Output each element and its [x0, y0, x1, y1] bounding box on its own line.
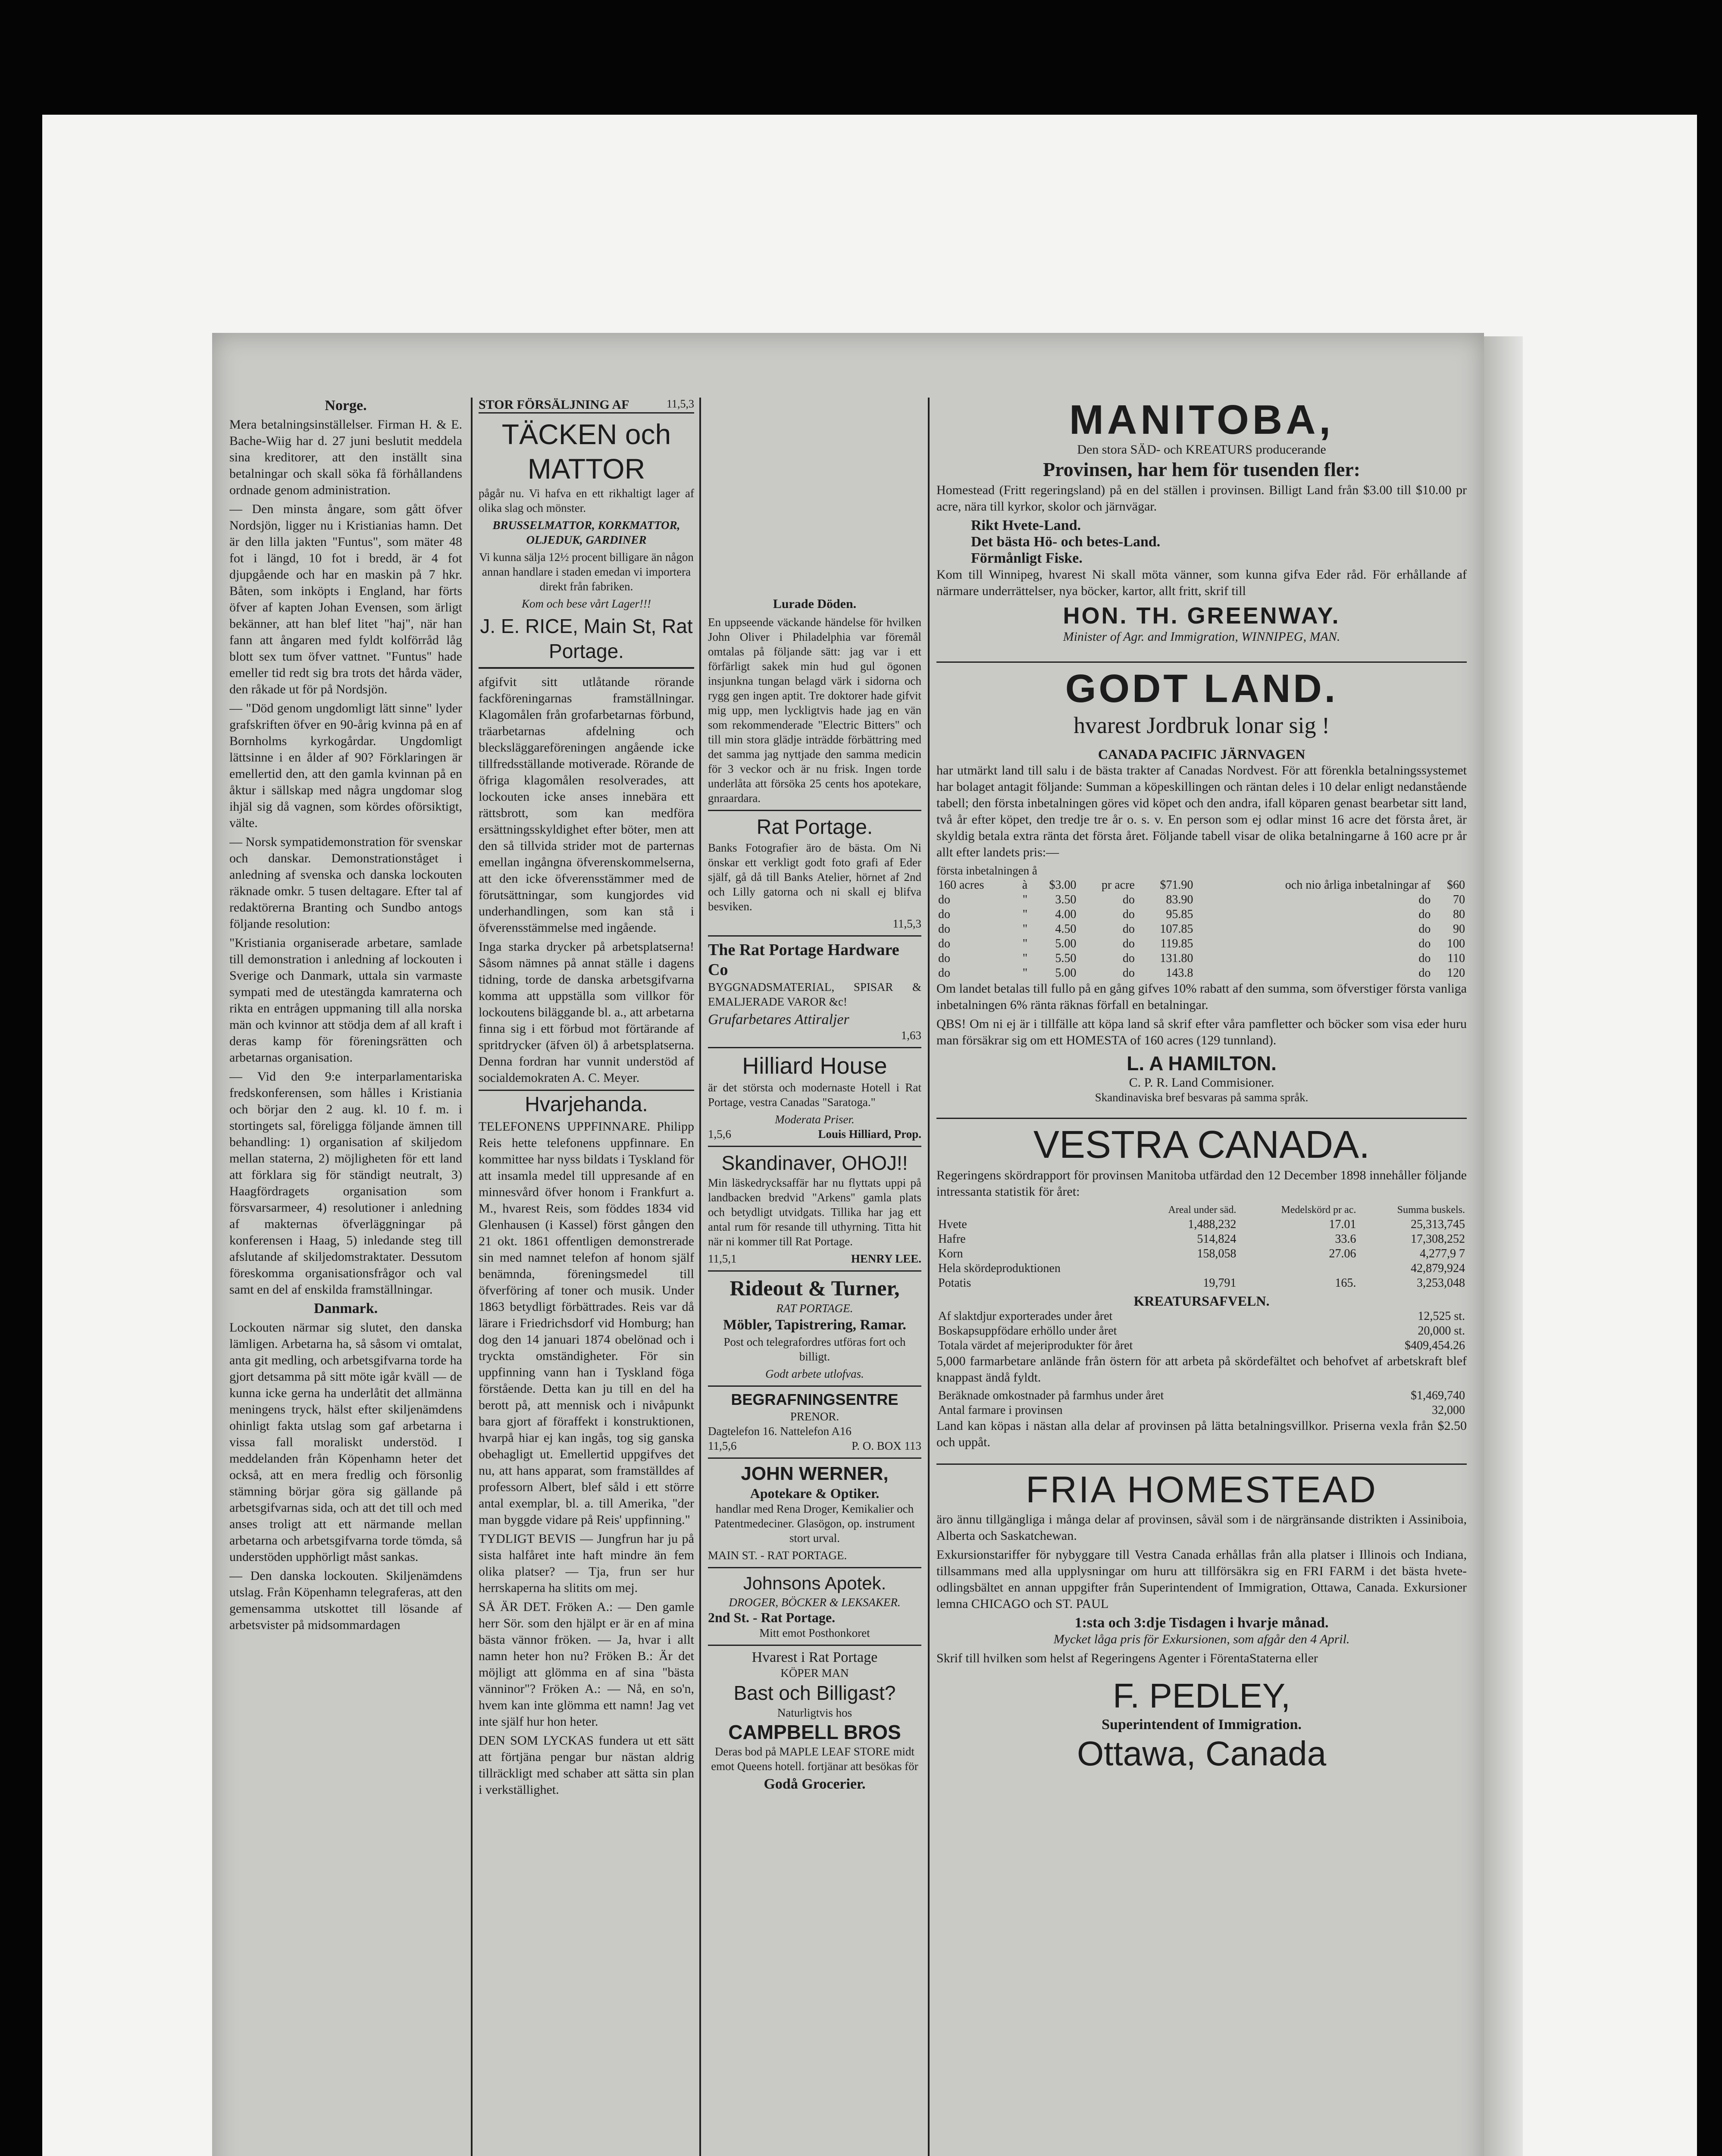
- ad-text: BYGGNADSMATERIAL, SPISAR & EMALJERADE VAROR &c!: [708, 981, 921, 1008]
- table-cell: 143.8: [1166, 966, 1193, 980]
- table-cell: Boskapsuppfödare erhöllo under året: [938, 1324, 1117, 1338]
- ad-code: 11,5,1: [708, 1252, 737, 1265]
- table-cell: ": [1022, 952, 1028, 965]
- article-text: — "Död genom ungdomligt lätt sinne" lyder grafskriften öfver en 90-årig kvinna på en af Bornholms kyrkogårdar. Ungdomligt lättsinne i en ålder af 90? Förklaringen är emellertid den, att den gamla kvinnan på en åktur i sällskap med några ungdomar slog ihjäl sig då vagnen, som kördes oförsiktigt, välte.: [229, 701, 462, 830]
- table-cell: Antal farmare i provinsen: [938, 1404, 1063, 1417]
- rice-name: J. E. RICE, Main St, Rat Portage.: [479, 614, 694, 669]
- stor-label: STOR FÖRSÄLJNING AF: [479, 398, 629, 412]
- vestra-canada-title: VESTRA CANADA.: [1033, 1123, 1370, 1166]
- table-cell: 5.00: [1055, 966, 1077, 980]
- table-cell: [1238, 1261, 1358, 1276]
- ad-items: Möbler, Tapistrering, Ramar.: [723, 1317, 906, 1333]
- godt-land-subtitle: hvarest Jordbruk lonar sig !: [1074, 712, 1330, 738]
- article-text: DEN SOM LYCKAS fundera ut ett sätt att förtjäna pengar bur nästan aldrig tillräckligt med schaber att sätta sin plan i verkställighet.: [479, 1733, 694, 1797]
- column-land-ads: [936, 398, 1467, 2156]
- column-rule: [471, 398, 473, 2156]
- table-cell: 12,525 st.: [1418, 1310, 1465, 1323]
- column-local-ads: [708, 398, 921, 2156]
- table-cell: 95.85: [1166, 908, 1193, 921]
- table-cell: 80: [1453, 908, 1465, 921]
- werner-title: JOHN WERNER,: [741, 1463, 889, 1484]
- ad-subtitle: PRENOR.: [790, 1410, 839, 1423]
- greenway-title: Minister of Agr. and Immigration, WINNIPEG, MAN.: [1063, 630, 1340, 644]
- skandinaver-title: Skandinaver, OHOJ!!: [721, 1152, 908, 1174]
- ad-text: har utmärkt land till salu i de bästa trakter af Canadas Nordvest. För att förenkla betalningssystemet har bolaget antagit följande: Summan a köpeskillingen och räntan deles i 10 delar enligt nedanstående tabell; den första inbetalningen göres vid köpet och den andra, ifall köparen genast bearbetar sitt land, två år efter köpet, den tredje tre år o. s. v. En person som ej odlar minst 16 acre det första året, är skyldig betala extra ränta det första året. Följande tabell visar de olika betalningarne å 160 acre pr år allt efter landets pris:—: [936, 763, 1467, 859]
- table-row: [936, 951, 1467, 966]
- table-cell: $60: [1447, 878, 1465, 892]
- ad-list: BRUSSELMATTOR, KORKMATTOR, OLJEDUK, GARDINER: [492, 519, 680, 546]
- ad-text: Naturligtvis hos: [777, 1706, 852, 1719]
- table-cell: Korn: [938, 1247, 963, 1260]
- ad-text: pågår nu. Vi hafva en ett rikhaltigt lager af olika slag och mönster.: [479, 487, 694, 514]
- ad-tagline: Kom och bese vårt Lager!!!: [522, 597, 651, 610]
- pedley-title: Superintendent of Immigration.: [1102, 1717, 1302, 1733]
- table-row: [936, 966, 1467, 981]
- paper-edge-shadow: [1484, 336, 1523, 2156]
- godt-land-title: GODT LAND.: [1065, 667, 1338, 711]
- campbell-question: Bast och Billigast?: [733, 1682, 896, 1704]
- table-cell: 4,277,9 7: [1420, 1247, 1465, 1260]
- table-column-header: Medelskörd pr ac.: [1281, 1204, 1356, 1216]
- article-text: "Kristiania organiserade arbetare, samlade till demonstration i anledning af lockouten i Sverige och Danmark, uttala sin varmaste sympati med de utestängda kamraterna och rikta en entrågen uppmaning till alla norska män och kvinnor att stödja dem af all kraft i deras kamp för föreningsrätten och arbetarnas organisation.: [229, 936, 462, 1065]
- ad-tagline: Grufarbetares Attiraljer: [708, 1012, 849, 1028]
- table-cell: Hvete: [938, 1218, 967, 1231]
- table-cell: ": [1022, 908, 1028, 921]
- table-cell: Beräknade omkostnader på farmhus under året: [938, 1389, 1164, 1402]
- ad-address: 2nd St. - Rat Portage.: [708, 1610, 836, 1625]
- table-row: [936, 907, 1467, 922]
- table-cell: $71.90: [1160, 878, 1193, 892]
- table-cell: 42,879,924: [1411, 1262, 1465, 1275]
- table-cell: 19,791: [1203, 1276, 1237, 1290]
- table-cell: 32,000: [1432, 1404, 1465, 1417]
- table-cell: Totala värdet af mejeriprodukter för året: [938, 1339, 1133, 1352]
- greenway-signature: HON. TH. GREENWAY.: [1063, 603, 1340, 629]
- excursion-dates: 1:sta och 3:dje Tisdagen i hvarje månad.: [1074, 1615, 1329, 1631]
- table-cell: 4.00: [1055, 908, 1077, 921]
- begraf-title: BEGRAFNINGSENTRE: [731, 1391, 899, 1408]
- ad-text: QBS! Om ni ej är i tillfälle att köpa land så skrif efter våra pamfletter och böcker som visa eder huru man försäkrar sig om ett HOMESTA of 160 acres (129 tunnland).: [936, 1017, 1467, 1047]
- table-cell: do: [938, 893, 950, 906]
- ad-text: Post och telegrafordres utföras fort och billigt.: [723, 1335, 906, 1363]
- heading-lurade: Lurade Döden.: [773, 597, 857, 611]
- table-row: [936, 1261, 1467, 1276]
- manitoba-title: MANITOBA,: [1069, 398, 1334, 443]
- cpr-table-head: första inbetalningen å: [936, 864, 1037, 877]
- table-cell: 3.50: [1055, 893, 1077, 906]
- table-cell: à: [1022, 878, 1028, 892]
- table-cell: do: [938, 966, 950, 980]
- article-text: Mera betalningsinställelser. Firman H. & E. Bache-Wiig har d. 27 juni beslutit meddela sina kreditorer, att den inställt sina betalningar och skall söka få förhållandens ordnade genom administration.: [229, 417, 462, 497]
- ad-text: Banks Fotografier äro de bästa. Om Ni önskar ett verkligt godt foto grafi af Eder själf, gå då till Banks Atelier, hörnet af 2nd och Lilly gatorna och ni skall ej blifva besviken.: [708, 841, 921, 913]
- ad-code: 11,5,3: [666, 398, 694, 410]
- ad-text: En uppseende väckande händelse för hvilken John Oliver i Philadelphia var föremål omtalas på följande sätt: jag var i ett förfärligt sakek min hud gul ögonen insjunkna tungan belagd värk i sidorna och rygg gen ingen aptit. Tre doktorer hade gifvit mig upp, men lyckligtvis hade jag en vän som rekommenderade "Electric Bitters" och till min stora glädje inträdde förbättring med det samma jag nyttjade den samma medicin för 3 veckor och är nu frisk. Ingen torde underlåta att försöka 25 cents hos apotekare, gnraardara.: [708, 616, 921, 805]
- ad-text: Deras bod på MAPLE LEAF STORE midt emot Queens hotell. fortjänar att besökas för: [711, 1745, 918, 1773]
- table-cell: 107.85: [1160, 922, 1193, 936]
- table-cell: 120: [1447, 966, 1465, 980]
- table-cell: 5.00: [1055, 937, 1077, 950]
- ad-subtitle: Apotekare & Optiker.: [750, 1485, 880, 1501]
- table-cell: 3,253,048: [1417, 1276, 1465, 1290]
- ad-code: 11,5,3: [892, 917, 921, 930]
- article-text: — Norsk sympatidemonstration för svenskar och danskar. Demonstrationståget i anledning af svenska och danska lockouten räknade omkr. 5 tusen deltagare. Efter tal af redaktörerna Branting och Sundbo antogs följande resolution:: [229, 835, 462, 931]
- table-cell: do: [1122, 952, 1135, 965]
- table-cell: 160 acres: [938, 878, 984, 892]
- ad-text: 5,000 farmarbetare anlände från östern för att arbeta på skördefältet och behofvet af arbetskraft blef knappast ändå fyldt.: [936, 1354, 1467, 1385]
- table-cell: do: [1122, 908, 1135, 921]
- column-rule: [699, 398, 701, 2156]
- table-row: [936, 1217, 1467, 1232]
- table-row: [936, 1309, 1467, 1324]
- table-cell: $3.00: [1049, 878, 1077, 892]
- article-text: Lockouten närmar sig slutet, den danska lämligen. Arbetarna ha, så såsom vi omtalat, anta git medling, och arbetsgifvarna torde ha gjort detsamma på sitt möte igår kväll — de kunna icke gerna ha underlåtit det allmänna meningens tryck, hälst efter skiljenämdens ohinligt fakta utslag som gaf arbetarna i vissa fall moraliskt understöd. I meddelanden från Köpenhamn heter det också, att en mera fredlig och försonlig stämning börjar göra sig gällande på arbetsgifvarnas sida, och att det till och med anses troligt att ett närmande mellan arbetarna och arbetsgifvarna torde tömda, så understöden upphörligt måst sankas.: [229, 1320, 462, 1564]
- table-row: [936, 878, 1467, 893]
- pedley-city: Ottawa, Canada: [1077, 1734, 1327, 1773]
- table-cell: ": [1022, 966, 1028, 980]
- table-cell: 1,488,232: [1188, 1218, 1237, 1231]
- table-cell: do: [1122, 937, 1135, 950]
- table-cell: [1129, 1261, 1238, 1276]
- ad-text: Om landet betalas till fullo på en gång gifves 10% rabatt af den summa, som öfverstiger första vanliga inbetalningen 6% ränta räknas förfall en betalningar.: [936, 981, 1467, 1012]
- table-cell: do: [1418, 922, 1431, 936]
- fria-homestead-title: FRIA HOMESTEAD: [1026, 1469, 1378, 1510]
- ad-tagline: Moderata Priser.: [775, 1113, 855, 1126]
- table-cell: 514,824: [1197, 1232, 1237, 1246]
- table-cell: 17.01: [1329, 1218, 1356, 1231]
- table-column-header: Summa buskels.: [1397, 1204, 1465, 1216]
- table-cell: 165.: [1335, 1276, 1356, 1290]
- table-column-header: Areal under säd.: [1168, 1204, 1237, 1216]
- article-text: TELEFONENS UPPFINNARE. Philipp Reis hette telefonens uppfinnare. En kommittee har nyss bildats i Tyskland för att insamla medel till uppresande af en minnesvård öfver honom i Frankfurt a. M., hvarest Reis, som föddes 1834 vid Glenhausen (i Kassel) först gången den 21 okt. 1861 offentligen demonstrerade sin med namnet telefon af honom själf benämnda, föreningsmedel till öfverföring af toner och musik. Under 1863 betydligt förbättrades. Reis var då lärare i Friedrichsdorf vid Homburg; han dog den 14 januari 1874 obelönad och i tryckta omständigheter. För sin uppfinning vann han i Tyskland föga förstående. Detta kan ju till en del ha berott på, att mennisk och i nivåpunkt bara gjort af föraffekt i konstruktionen, hvarpå hiar ej kan ingås, tog sig ganska obehagligt ut. Emellertid uppgifves det nu, att hans apparat, som framställdes af professorn Albert, blef såld i ett större antal exemplar, bl. a. till Amerika, "der man byggde vidare på Reis' uppfinning.": [479, 1119, 694, 1527]
- article-text: — Vid den 9:e interparlamentariska fredskonferensen, som hålles i Kristiania och börjar den 2 aug. kl. 10 f. m. i stortingets sal, föreligga följande ämnen till behandling: 1) organisation af skiljedom mellan staterna, 2) möjligheten för ett land att förklara sig för ständigt neutralt, 3) Haagfördragets organisation som försvarsarmeer, 4) resolutioner i anledning af makternas öfverläggningar på konferensen i Haag, 5) inledande steg till afslutande af skiljedomstraktater. Dessutom föreskomma organisationsfrågor och val samt en del af enskilda framställningar.: [229, 1069, 462, 1297]
- rat-portage-heading: Rat Portage.: [756, 816, 873, 839]
- table-cell: 33.6: [1335, 1232, 1356, 1246]
- harvest-table: [936, 1203, 1467, 1291]
- table-cell: pr acre: [1101, 878, 1135, 892]
- column-norge: [229, 398, 462, 2156]
- table-cell: 5.50: [1055, 952, 1077, 965]
- table-cell: 25,313,745: [1411, 1218, 1465, 1231]
- table-cell: $409,454.26: [1405, 1339, 1465, 1352]
- table-cell: och nio årliga inbetalningar af: [1285, 878, 1431, 892]
- ad-note: Mitt emot Posthonkoret: [759, 1626, 870, 1639]
- table-cell: 27.06: [1329, 1247, 1356, 1260]
- table-cell: Hela skördeproduktionen: [938, 1262, 1061, 1275]
- heading-hvarjehanda: Hvarjehanda.: [479, 1090, 694, 1119]
- hilliard-title: Hilliard House: [742, 1053, 887, 1079]
- ad-text: Hvarest i Rat Portage: [751, 1649, 878, 1665]
- cpr-payment-table: [936, 878, 1467, 981]
- ad-text: Mycket låga pris för Exkursionen, som afgår den 4 April.: [1053, 1632, 1350, 1646]
- ad-text: handlar med Rena Droger, Kemikalier och Patentmedeciner. Glasögon, op. instrument stort urval.: [714, 1502, 915, 1545]
- table-cell: do: [1122, 893, 1135, 906]
- ad-text: KÖPER MAN: [780, 1667, 849, 1680]
- ad-text: Min läskedrycksaffär har nu flyttats uppi på landbacken bredvid "Arkens" gamla plats och betydligt utvidgats. Tillika har jag ett antal rum för resande till uthyrning. Titta hit när ni kommer till Rat Portage.: [708, 1176, 921, 1248]
- table-cell: do: [1418, 966, 1431, 980]
- ad-text: P. O. BOX 113: [852, 1439, 921, 1452]
- ad-text: DROGER, BÖCKER & LEKSAKER.: [729, 1596, 901, 1609]
- table-cell: do: [938, 908, 950, 921]
- ad-text: äro ännu tillgängliga i många delar af provinsen, såväl som i de närgränsande distrikten i Assiniboia, Alberta och Saskatchewan.: [936, 1512, 1467, 1543]
- table-cell: Af slaktdjur exporterades under året: [938, 1310, 1113, 1323]
- ad-text: är det största och modernaste Hotell i Rat Portage, vestra Canadas "Saratoga.": [708, 1081, 921, 1109]
- ad-text: Regeringens skördrapport för provinsen Manitoba utfärdad den 12 December 1898 innehåller följande intressanta statistik för året:: [936, 1168, 1467, 1199]
- tacken-title: TÄCKEN och MATTOR: [501, 418, 671, 485]
- article-text: SÅ ÄR DET. Fröken A.: — Den gamle herr Sör. som den hjälpt er är en af mina bästa vännor fröken. — Ja, hvar i allt namn heter hon nu? Fröken B.: Är det möjligt att glömma en af sina "bästa vänninor"? Fröken A.: — Nå, en so'n, hvem kan inte glömma ett namn! Jag vet inte själf hur hon heter.: [479, 1600, 694, 1729]
- table-cell: 4.50: [1055, 922, 1077, 936]
- table-cell: 131.80: [1160, 952, 1193, 965]
- newspaper-page: [212, 333, 1484, 2156]
- table-cell: do: [1122, 922, 1135, 936]
- ad-code: 1,63: [901, 1029, 921, 1042]
- ad-signature: Louis Hilliard, Prop.: [818, 1128, 921, 1141]
- column-rule: [928, 398, 930, 2156]
- ad-text: Vi kunna sälja 12½ procent billigare än någon annan handlare i staden emedan vi importera direkt från fabriken.: [479, 551, 694, 593]
- ad-list-item: Förmånligt Fiske.: [971, 550, 1083, 566]
- kreatur-heading: KREATURSAFVELN.: [1133, 1293, 1270, 1309]
- rideout-title: Rideout & Turner,: [730, 1276, 900, 1300]
- manitoba-tagline: Provinsen, har hem för tusenden fler:: [1043, 458, 1360, 480]
- table-cell: 83.90: [1166, 893, 1193, 906]
- table-row: [936, 1276, 1467, 1291]
- article-text: — Den minsta ångare, som gått öfver Nordsjön, ligger nu i Kristianias hamn. Det är den lilla jakten "Funtus", som mäter 48 fot i längd, 10 fot i bredd, är 4 fot djupgående och har en maskin på 7 hkr. Båten, som inköpts i England, har förts öfver af kapten Johan Evensen, som ärligt bekänner, att han blef litet "haj", när han fann att ångaren med fyldt kolförråd låg blott sex tum öfver vattnet. "Funtus" hade emeller tid redt sig bra trots det hårda väder, den råkade ut för på Nordsjön.: [229, 502, 462, 696]
- farm-table: [936, 1388, 1467, 1418]
- pedley-name: F. PEDLEY,: [1112, 1677, 1291, 1715]
- table-cell: do: [1418, 937, 1431, 950]
- table-cell: Hafre: [938, 1232, 966, 1246]
- table-cell: $1,469,740: [1411, 1389, 1465, 1402]
- article-text: — Den danska lockouten. Skiljenämdens utslag. Från Köpenhamn telegraferas, att den gemensamma utskottet till lösande af arbetsvister på midsommardagen: [229, 1569, 462, 1632]
- ad-text: Homestead (Fritt regeringsland) på en del ställen i provinsen. Billigt Land från $3.00 till $10.00 pr acre, nära till kyrkor, skolor och järnvägar.: [936, 483, 1467, 514]
- ad-signature: HENRY LEE.: [851, 1252, 921, 1265]
- ad-subtitle: RAT PORTAGE.: [776, 1302, 853, 1315]
- ad-text: Exkursionstariffer för nybyggare till Vestra Canada erhållas från alla platser i Illinois och Indiana, tillsammans med alla upplysningar om huru att tillförsäkra sig en FRI FARM i det bästa hvete-odlingsbältet en annan uppgifter från Superintendent of Immigration, Ottawa, Canada. Exkursioner lemna CHICAGO och ST. PAUL: [936, 1548, 1467, 1611]
- johnsons-title: Johnsons Apotek.: [743, 1573, 886, 1593]
- table-cell: 17,308,252: [1411, 1232, 1465, 1246]
- campbell-title: CAMPBELL BROS: [728, 1721, 901, 1743]
- table-cell: ": [1022, 893, 1028, 906]
- article-text: afgifvit sitt utlåtande rörande fackföreningarnas framställningar. Klagomålen från grofarbetarnas förbund, träarbetarnas afdelning och blecksläggareföreningen angående icke tillfredsställande motiverade. Rörande de öfriga klagomålen resolverades, att lockouten icke anses innebära ett rättsbrott, som kan medföra ersättningsskyldighet efter böter, men att den så tillvida strider mot de parternas emellan ingångna öfverenskommelserna, att den icke öfverensstämmer med de förutsättningar, som kungjordes vid underhandlingen, som kan stå i öfverensstämmelse med ingående.: [479, 675, 694, 935]
- table-cell: do: [1122, 966, 1135, 980]
- manitoba-subtitle: Den stora SÄD- och KREATURS producerande: [1077, 442, 1326, 457]
- table-row: [936, 1338, 1467, 1353]
- table-cell: do: [1418, 893, 1431, 906]
- article-text: TYDLIGT BEVIS — Jungfrun har ju på sista halfåret inte haft mindre än fem olika platser? — Tja, frun ser hur herrskaperna ha slitits om mej.: [479, 1532, 694, 1595]
- table-cell: 100: [1447, 937, 1465, 950]
- article-text: Inga starka drycker på arbetsplatserna! Såsom nämnes på annat ställe i dagens tidning, torde de danska arbetsgifvarna komma att uppställa som villkor för lockoutens biläggande bl. a., att arbetarna finna sig i ett förbud mot förtärande af spritdrycker (äfven öl) å arbetsplatserna. Denna fordran har vunnit understöd af socialdemokraten A. C. Meyer.: [479, 940, 694, 1085]
- ad-tagline: Godå Grocerier.: [764, 1776, 866, 1792]
- column-rice-ad: [479, 398, 694, 2156]
- ad-list-item: Rikt Hvete-Land.: [971, 517, 1081, 533]
- ad-list-item: Det bästa Hö- och betes-Land.: [971, 534, 1161, 550]
- table-cell: 110: [1447, 952, 1465, 965]
- ad-text: Kom till Winnipeg, hvarest Ni skall möta vänner, som kunna gifva Eder råd. För erhållande af närmare underrättelser, nya böcker, kartor, allt fritt, skrif till: [936, 567, 1467, 598]
- hamilton-title: C. P. R. Land Commisioner.: [1129, 1075, 1274, 1090]
- table-cell: 158,058: [1197, 1247, 1237, 1260]
- table-row: [936, 1247, 1467, 1261]
- table-cell: do: [938, 922, 950, 936]
- table-cell: 119.85: [1160, 937, 1193, 950]
- table-cell: do: [1418, 952, 1431, 965]
- ad-text: Skrif till hvilken som helst af Regeringens Agenter i FörentaStaterna eller: [936, 1651, 1318, 1665]
- heading-danmark: Danmark.: [313, 1300, 378, 1316]
- heading-norge: Norge.: [325, 398, 367, 414]
- table-cell: Potatis: [938, 1276, 971, 1290]
- hardware-title: The Rat Portage Hardware Co: [708, 941, 899, 979]
- ad-tagline: Godt arbete utlofvas.: [765, 1367, 864, 1380]
- ad-address: MAIN ST. - RAT PORTAGE.: [708, 1549, 847, 1562]
- table-cell: ": [1022, 937, 1028, 950]
- table-row: [936, 937, 1467, 951]
- ad-code: 1,5,6: [708, 1128, 731, 1141]
- table-cell: 70: [1453, 893, 1465, 906]
- table-cell: do: [938, 952, 950, 965]
- cpr-heading: CANADA PACIFIC JÄRNVAGEN: [1098, 746, 1306, 762]
- hamilton-signature: L. A HAMILTON.: [1127, 1052, 1277, 1075]
- table-cell: ": [1022, 922, 1028, 936]
- table-row: [936, 922, 1467, 937]
- table-cell: do: [938, 937, 950, 950]
- ad-code: 11,5,6: [708, 1439, 737, 1452]
- ad-text: Land kan köpas i nästan alla delar af provinsen på lätta betalningsvillkor. Priserna vexla från $2.50 och uppåt.: [936, 1419, 1467, 1449]
- ad-note: Skandinaviska bref besvaras på samma språk.: [1095, 1091, 1309, 1104]
- table-row: [936, 1324, 1467, 1338]
- table-cell: 90: [1453, 922, 1465, 936]
- table-row: [936, 893, 1467, 907]
- ad-text: Dagtelefon 16. Nattelefon A16: [708, 1425, 852, 1438]
- table-cell: do: [1418, 908, 1431, 921]
- livestock-table: [936, 1309, 1467, 1353]
- table-row: [936, 1232, 1467, 1247]
- table-cell: 20,000 st.: [1418, 1324, 1465, 1338]
